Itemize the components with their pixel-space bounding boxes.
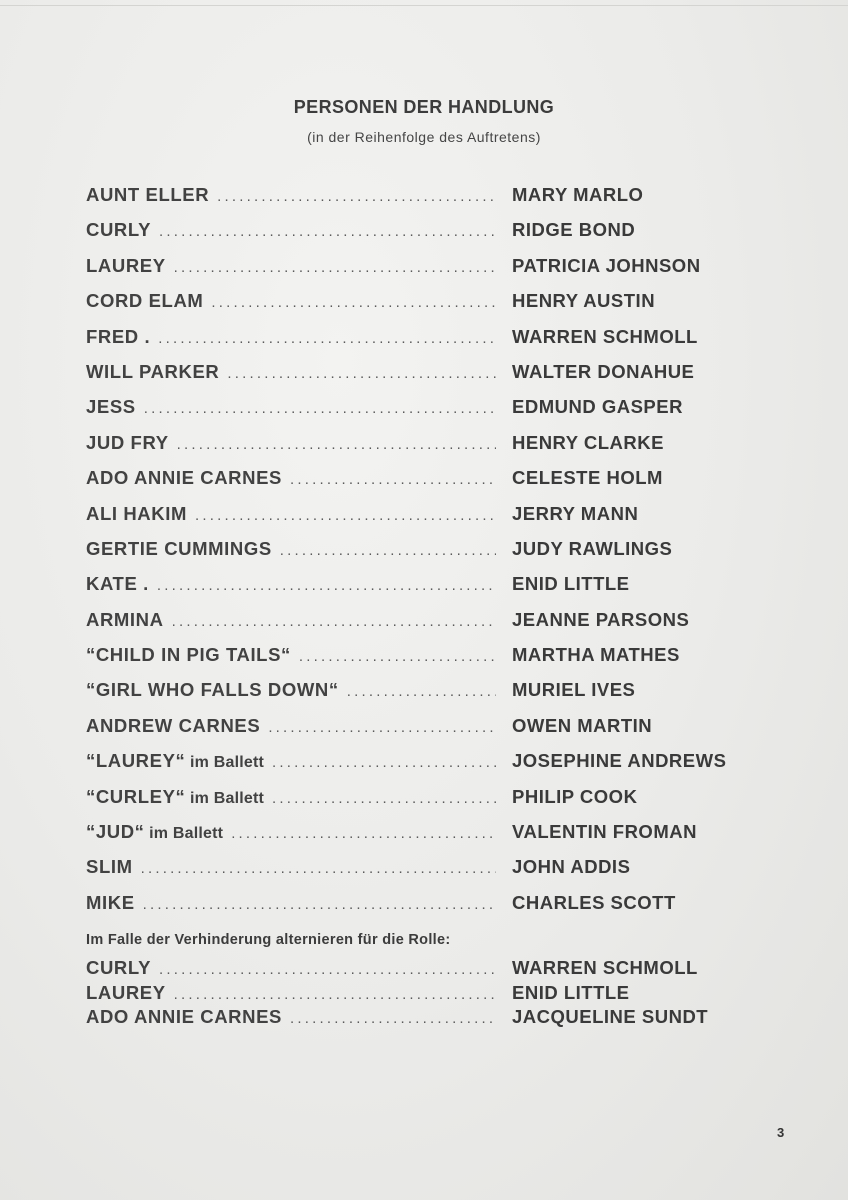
role-name	[86, 821, 223, 843]
dot-leader	[299, 648, 496, 665]
dot-leader	[143, 896, 496, 913]
actor-name: EDMUND GASPER	[512, 396, 683, 418]
dot-leader	[174, 259, 496, 276]
actor-name: OWEN MARTIN	[512, 714, 653, 736]
role-label: “LAUREY“	[86, 750, 186, 772]
cast-row	[86, 361, 766, 396]
role-name	[86, 432, 169, 454]
dot-leader	[174, 986, 496, 1003]
actor-name: WARREN SCHMOLL	[512, 325, 698, 347]
cast-row	[86, 255, 766, 290]
dot-leader	[347, 683, 496, 700]
role-cell	[86, 290, 496, 314]
role-cell	[86, 821, 496, 845]
role-cell	[86, 255, 496, 279]
actor-name: PATRICIA JOHNSON	[512, 254, 701, 276]
actor-name: JOHN ADDIS	[512, 856, 631, 878]
dot-leader	[172, 613, 496, 630]
role-name	[86, 1006, 282, 1028]
dot-leader	[157, 577, 496, 594]
role-cell	[86, 715, 496, 739]
role-name	[86, 982, 166, 1004]
dot-leader	[144, 400, 496, 417]
alternates-list	[86, 957, 766, 1031]
cast-row	[86, 290, 766, 325]
role-name	[86, 184, 209, 206]
actor-name: MARY MARLO	[512, 184, 644, 205]
role-name	[86, 538, 272, 560]
actor-name: HENRY CLARKE	[512, 431, 664, 453]
role-cell	[86, 467, 496, 491]
cast-list	[86, 184, 766, 927]
dot-leader	[231, 825, 496, 842]
role-name	[86, 467, 282, 489]
role-name	[86, 609, 164, 631]
role-name	[86, 892, 135, 914]
page-subtitle: (in der Reihenfolge des Auftretens)	[307, 129, 541, 145]
paper-fold-line	[0, 5, 848, 6]
role-label: GERTIE CUMMINGS	[86, 537, 272, 559]
role-label: MIKE	[86, 891, 135, 913]
role-cell	[86, 609, 496, 633]
role-name	[86, 290, 203, 312]
role-label: “JUD“	[86, 821, 145, 843]
role-label: FRED .	[86, 325, 151, 347]
role-name	[86, 255, 166, 277]
role-label: ANDREW CARNES	[86, 714, 261, 736]
role-label: ADO ANNIE CARNES	[86, 467, 282, 489]
role-suffix: im Ballett	[185, 754, 265, 772]
role-name	[86, 219, 151, 241]
role-label: CURLY	[86, 219, 152, 241]
dot-leader	[195, 507, 496, 524]
cast-row	[86, 503, 766, 538]
cast-row	[86, 609, 766, 644]
actor-name: MURIEL IVES	[512, 679, 636, 701]
cast-row	[86, 396, 766, 431]
role-name	[86, 326, 150, 348]
role-label: CURLY	[86, 957, 152, 978]
cast-row	[86, 219, 766, 254]
cast-row	[86, 856, 766, 891]
role-label: LAUREY	[86, 981, 166, 1003]
role-name	[86, 957, 151, 979]
role-label: SLIM	[86, 856, 133, 878]
role-label: CORD ELAM	[86, 290, 204, 312]
role-cell	[86, 184, 496, 208]
cast-row	[86, 750, 766, 785]
cast-row	[86, 715, 766, 750]
page-title: PERSONEN DER HANDLUNG	[293, 97, 555, 117]
role-cell	[86, 644, 496, 668]
dot-leader	[290, 1010, 496, 1027]
dot-leader	[280, 542, 496, 559]
role-cell	[86, 982, 496, 1006]
dot-leader	[159, 223, 496, 240]
actor-name: ENID LITTLE	[512, 981, 630, 1003]
role-cell	[86, 361, 496, 385]
role-cell	[86, 503, 496, 527]
role-label: JESS	[86, 396, 136, 418]
role-cell	[86, 892, 496, 916]
role-cell	[86, 957, 496, 981]
role-cell	[86, 396, 496, 420]
dot-leader	[227, 365, 496, 382]
cast-row	[86, 957, 766, 982]
page-number: 3	[777, 1125, 785, 1140]
role-cell	[86, 326, 496, 350]
actor-name: RIDGE BOND	[512, 219, 636, 241]
role-name	[86, 750, 264, 772]
actor-name: JERRY MANN	[512, 502, 639, 524]
dot-leader	[211, 294, 496, 311]
actor-name: MARTHA MATHES	[512, 644, 680, 666]
role-cell	[86, 538, 496, 562]
role-name	[86, 503, 187, 525]
role-label: ARMINA	[86, 608, 164, 630]
role-cell	[86, 573, 496, 597]
actor-name: CELESTE HOLM	[512, 467, 663, 489]
cast-row	[86, 644, 766, 679]
role-name	[86, 361, 219, 383]
role-name	[86, 396, 136, 418]
dot-leader	[141, 860, 496, 877]
role-label: KATE .	[86, 573, 149, 595]
actor-name: WARREN SCHMOLL	[512, 957, 698, 978]
cast-row	[86, 184, 766, 219]
role-label: ADO ANNIE CARNES	[86, 1006, 282, 1027]
role-suffix: im Ballett	[144, 825, 224, 843]
role-cell	[86, 786, 496, 810]
actor-name: JOSEPHINE ANDREWS	[512, 750, 727, 772]
role-cell	[86, 679, 496, 703]
dot-leader	[217, 188, 496, 205]
cast-row	[86, 326, 766, 361]
cast-row	[86, 786, 766, 821]
cast-row	[86, 432, 766, 467]
role-label: “CURLEY“	[86, 785, 186, 807]
role-cell	[86, 219, 496, 243]
role-name	[86, 715, 260, 737]
actor-name: CHARLES SCOTT	[512, 891, 676, 913]
role-label: ALI HAKIM	[86, 502, 187, 524]
dot-leader	[290, 471, 496, 488]
role-label: JUD FRY	[86, 431, 169, 453]
dot-leader	[158, 330, 496, 347]
actor-name: VALENTIN FROMAN	[512, 821, 697, 843]
role-label: AUNT ELLER	[86, 184, 210, 205]
role-label: “GIRL WHO FALLS DOWN“	[86, 679, 339, 701]
role-name	[86, 679, 339, 701]
cast-row	[86, 573, 766, 608]
actor-name: WALTER DONAHUE	[512, 360, 695, 382]
cast-row	[86, 467, 766, 502]
cast-row	[86, 679, 766, 714]
cast-row	[86, 892, 766, 927]
cast-row	[86, 538, 766, 573]
role-cell	[86, 1006, 496, 1030]
actor-name: JEANNE PARSONS	[512, 608, 690, 630]
dot-leader	[272, 754, 496, 771]
role-cell	[86, 856, 496, 880]
role-cell	[86, 750, 496, 774]
role-name	[86, 856, 133, 878]
role-cell	[86, 432, 496, 456]
dot-leader	[159, 961, 496, 978]
actor-name: PHILIP COOK	[512, 785, 638, 807]
dot-leader	[268, 719, 496, 736]
role-name	[86, 786, 264, 808]
role-name	[86, 573, 149, 595]
alternates-note: Im Falle der Verhinderung alternieren für die Rolle:	[86, 932, 451, 948]
actor-name: HENRY AUSTIN	[512, 290, 656, 312]
actor-name: ENID LITTLE	[512, 573, 630, 595]
cast-row	[86, 1006, 766, 1031]
role-label: WILL PARKER	[86, 360, 220, 382]
cast-row	[86, 821, 766, 856]
dot-leader	[272, 790, 496, 807]
actor-name: JUDY RAWLINGS	[512, 537, 673, 559]
role-label: “CHILD IN PIG TAILS“	[86, 644, 291, 666]
role-suffix: im Ballett	[185, 789, 265, 807]
cast-row	[86, 982, 766, 1007]
role-name	[86, 644, 291, 666]
dot-leader	[177, 436, 496, 453]
role-label: LAUREY	[86, 254, 166, 276]
actor-name: JACQUELINE SUNDT	[512, 1006, 709, 1027]
